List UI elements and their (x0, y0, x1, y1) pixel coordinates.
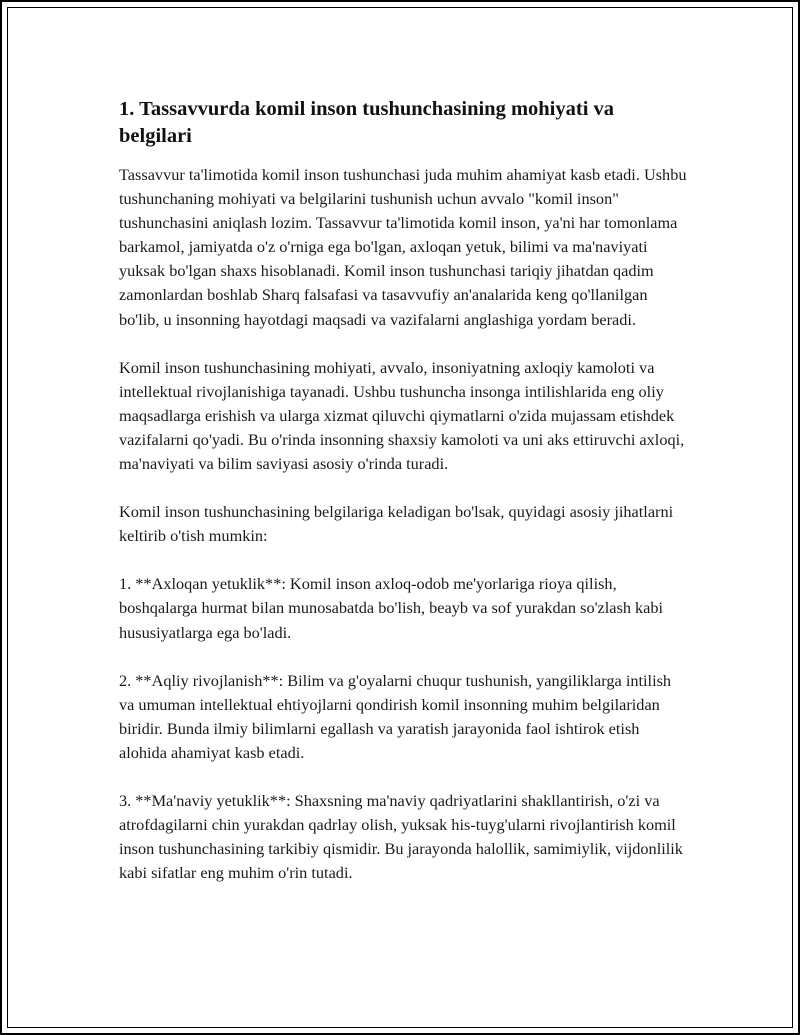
list-item-intellectual-development: 2. **Aqliy rivojlanish**: Bilim va g'oyalarni chuqur tushunish, yangiliklarga intilish va umuman intellektual ehtiyojlarni qondirish komil insonning muhim belgilaridan biridir. Bunda ilmiy bilimlarni egallash va yaratish jarayonida faol ishtirok etish alohida ahamiyat kasb etadi. (119, 670, 672, 762)
paragraph-essence: Komil inson tushunchasining mohiyati, avvalo, insoniyatning axloqiy kamoloti va intellektual rivojlanishiga tayanadi. Ushbu tushuncha insonga intilishlarida eng oliy maqsadlarga erishish va ularga xizmat qiluvchi qiymatlarni o'zida mujassam etishdek vazifalarni qo'yadi. Bu o'rinda insonning shaxsiy kamoloti va uni aks ettiruvchi axloqi, ma'naviyati va bilim saviyasi asosiy o'rinda turadi. (119, 357, 685, 474)
section-title: 1. Tassavvurda komil inson tushunchasining mohiyati va belgilari (119, 98, 615, 147)
paragraph-signs-intro: Komil inson tushunchasining belgilariga keladigan bo'lsak, quyidagi asosiy jihatlarni keltirib o'tish mumkin: (119, 502, 674, 546)
list-item-moral-maturity: 1. **Axloqan yetuklik**: Komil inson axloq-odob me'yorlariga rioya qilish, boshqalarga hurmat bilan munosabatda bo'lish, beayb va sof yurakdan so'zlash kabi hususiyatlarga ega bo'ladi. (119, 574, 664, 642)
list-item-spiritual-maturity: 3. **Ma'naviy yetuklik**: Shaxsning ma'naviy qadriyatlarini shakllantirish, o'zi va atrofdagilarni chin yurakdan qadrlay olish, yuksak his-tuyg'ularni rivojlantirish komil inson tushunchasining tarkibiy qismidir. Bu jarayonda halollik, samimiylik, vijdonlilik kabi sifatlar eng muhim o'rin tutadi. (119, 790, 683, 883)
document-body (119, 96, 689, 909)
paragraph-intro: Tassavvur ta'limotida komil inson tushunchasi juda muhim ahamiyat kasb etadi. Ushbu tushunchaning mohiyati va belgilarini tushunish uchun avvalo "komil inson" tushunchasini aniqlash lozim. Tassavvur ta'limotida komil inson, ya'ni har tomonlama barkamol, jamiyatda o'z o'rniga ega bo'lgan, axloqan yetuk, bilimi va ma'naviyati yuksak bo'lgan shaxs hisoblanadi. Komil inson tushunchasi tariqiy jihatdan qadim zamonlardan boshlab Sharq falsafasi va tasavvufiy an'analarida keng qo'llanilgan bo'lib, u insonning hayotdagi maqsadi va vazifalarni anglashiga yordam beradi. (119, 165, 687, 329)
